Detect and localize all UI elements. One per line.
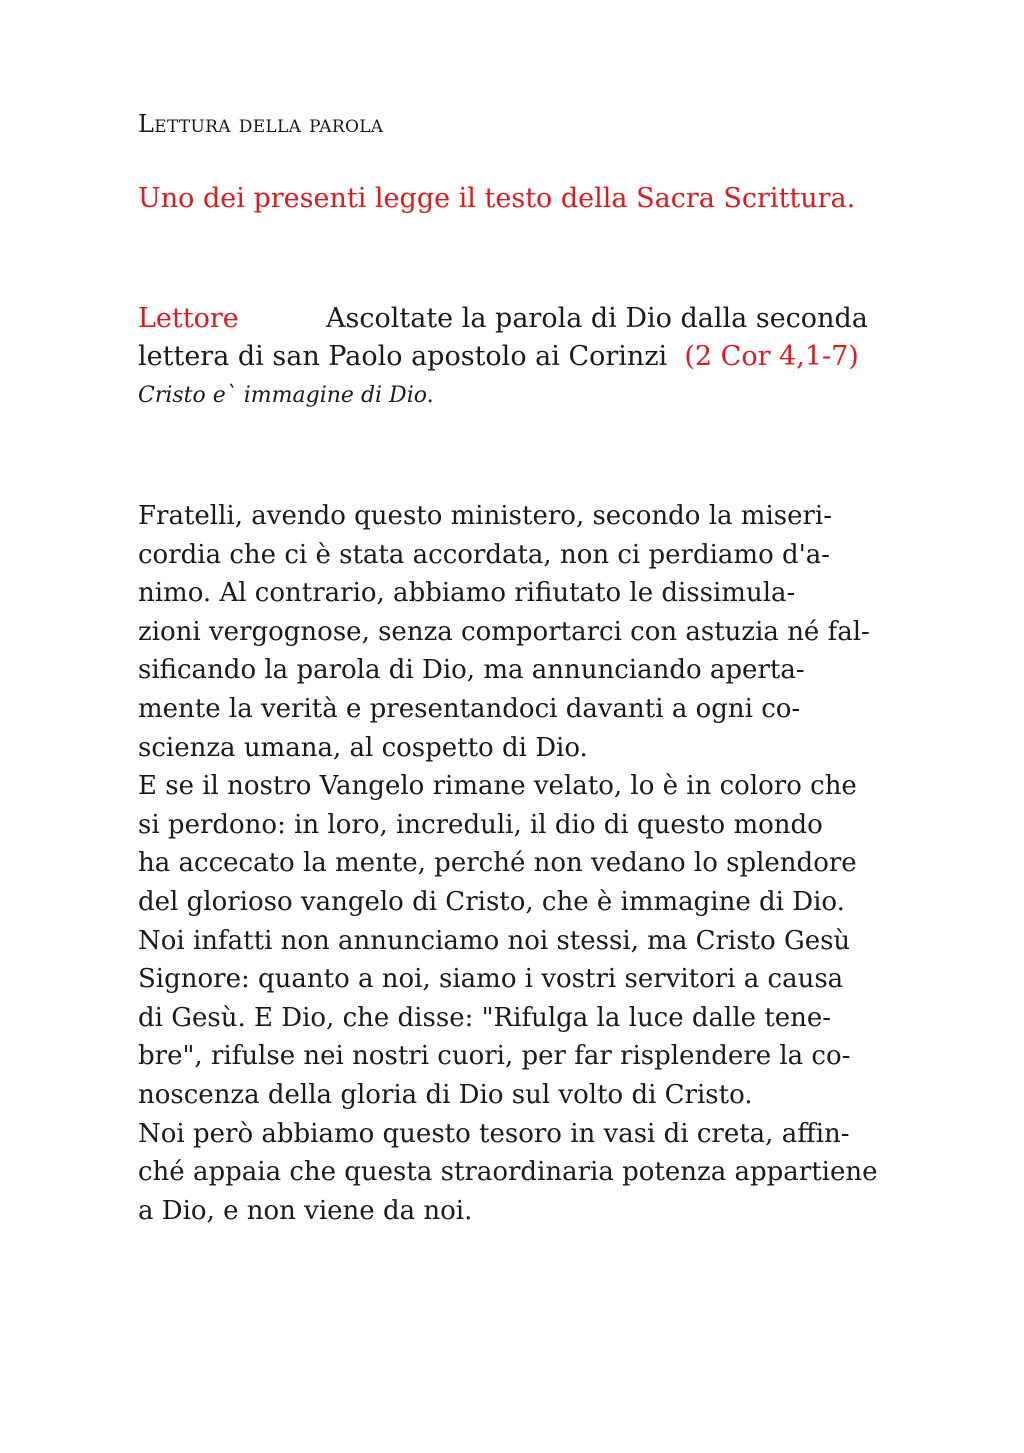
reader-line-2 [138,338,888,376]
reading-line: noscenza della gloria di Dio sul volto di Cristo. [138,1079,753,1110]
reading-line: mente la verità e presentandoci davanti a ogni co- [138,693,801,724]
reading-line: Fratelli, avendo questo ministero, secondo la miseri- [138,501,833,531]
reading-line: nimo. Al contrario, abbiamo rifiutato le dissimula- [138,578,796,609]
reading-line: Noi infatti non annunciamo noi stessi, ma Cristo Gesù [138,925,851,956]
reader-label: Lettore [138,303,239,334]
reading-line: sificando la parola di Dio, ma annunciando aperta- [138,655,805,686]
reader-introduction [138,300,888,414]
reading-line: del glorioso vangelo di Cristo, che è immagine di Dio. [138,886,845,917]
reading-line: bre", rifulse nei nostri cuori, per far risplendere la co- [138,1041,851,1072]
reading-line: a Dio, e non viene da noi. [138,1195,473,1226]
reading-line: cordia che ci è stata accordata, non ci perdiamo d'a- [138,539,831,570]
reading-line: scienza umana, al cospetto di Dio. [138,732,588,763]
reading-line: Noi però abbiamo questo tesoro in vasi di creta, affin- [138,1118,850,1149]
reading-line: ha accecato la mente, perché non vedano lo splendore [138,848,857,879]
reading-line: di Gesù. E Dio, che disse: "Rifulga la luce dalle tene- [138,1002,832,1033]
reader-announcement-1: Ascoltate la parola di Dio dalla seconda [326,303,868,334]
reading-line: Signore: quanto a noi, siamo i vostri servitori a causa [138,964,844,995]
reader-announcement-2: lettera di san Paolo apostolo ai Corinzi [138,341,668,372]
reader-line-1 [138,300,888,338]
rubric-instruction: Uno dei presenti legge il testo della Sacra Scrittura. [138,183,856,214]
reading-line: E se il nostro Vangelo rimane velato, lo è in coloro che [138,771,857,802]
reading-line: zioni vergognose, senza comportarci con astuzia né fal- [138,616,870,647]
reading-subtitle: Cristo e` immagine di Dio. [138,383,434,408]
reading-line: si perdono: in loro, increduli, il dio di questo mondo [138,809,823,840]
scripture-citation: (2 Cor 4,1-7) [684,341,859,372]
reading-text [138,497,898,1230]
section-heading: Lettura della parola [138,110,384,138]
reading-line: ché appaia che questa straordinaria potenza appartiene [138,1157,878,1188]
